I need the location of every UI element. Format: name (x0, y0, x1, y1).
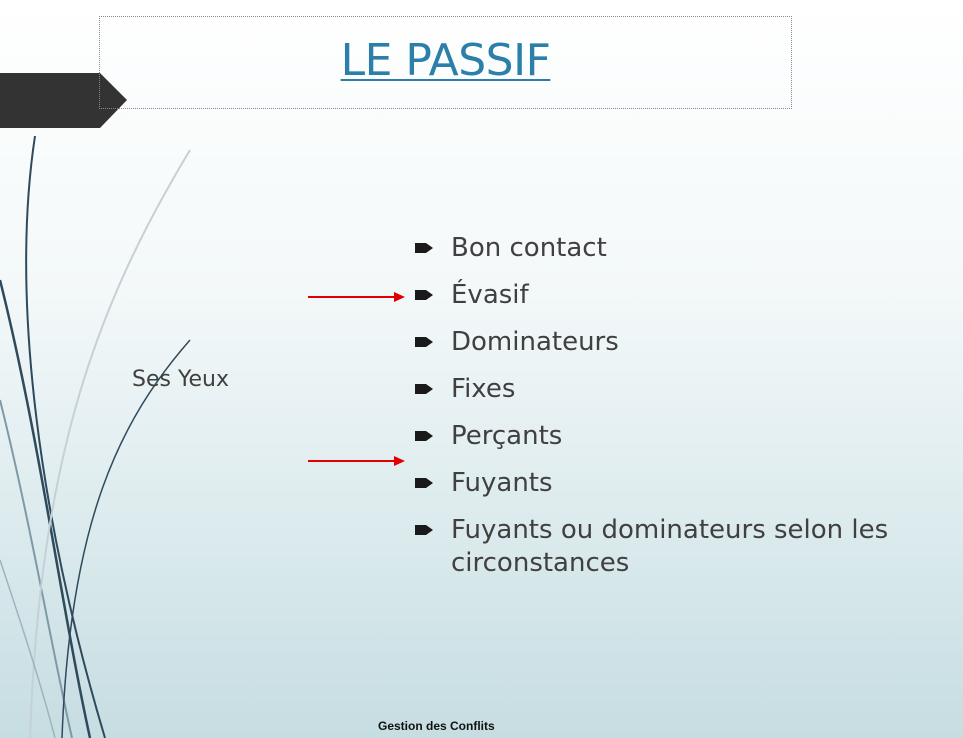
list-item (412, 467, 932, 514)
filled-arrow-right-icon (414, 334, 436, 350)
slide-title: LE PASSIF (340, 35, 551, 86)
bullet-text: Évasif (451, 280, 529, 310)
side-label: Ses Yeux (132, 367, 229, 392)
red-arrow-icon (308, 455, 408, 467)
list-item (412, 373, 932, 420)
list-item (412, 326, 932, 373)
bullet-list (412, 232, 932, 580)
filled-arrow-right-icon (414, 240, 436, 256)
list-item (412, 420, 932, 467)
filled-arrow-right-icon (414, 428, 436, 444)
bullet-text: Dominateurs (451, 327, 619, 357)
bullet-text: Fixes (451, 374, 516, 404)
red-arrow-icon (308, 291, 408, 303)
slide-footer: Gestion des Conflits (378, 719, 495, 733)
list-item (412, 514, 932, 580)
filled-arrow-right-icon (414, 287, 436, 303)
bullet-text: Perçants (451, 421, 563, 451)
bullet-text: Fuyants (451, 468, 553, 498)
bullet-text: Fuyants ou dominateurs selon les circonstances (451, 515, 889, 578)
bullet-text: Bon contact (451, 233, 607, 263)
list-item (412, 232, 932, 279)
title-placeholder (99, 16, 792, 109)
filled-arrow-right-icon (414, 522, 436, 538)
list-item (412, 279, 932, 326)
filled-arrow-right-icon (414, 475, 436, 491)
filled-arrow-right-icon (414, 381, 436, 397)
